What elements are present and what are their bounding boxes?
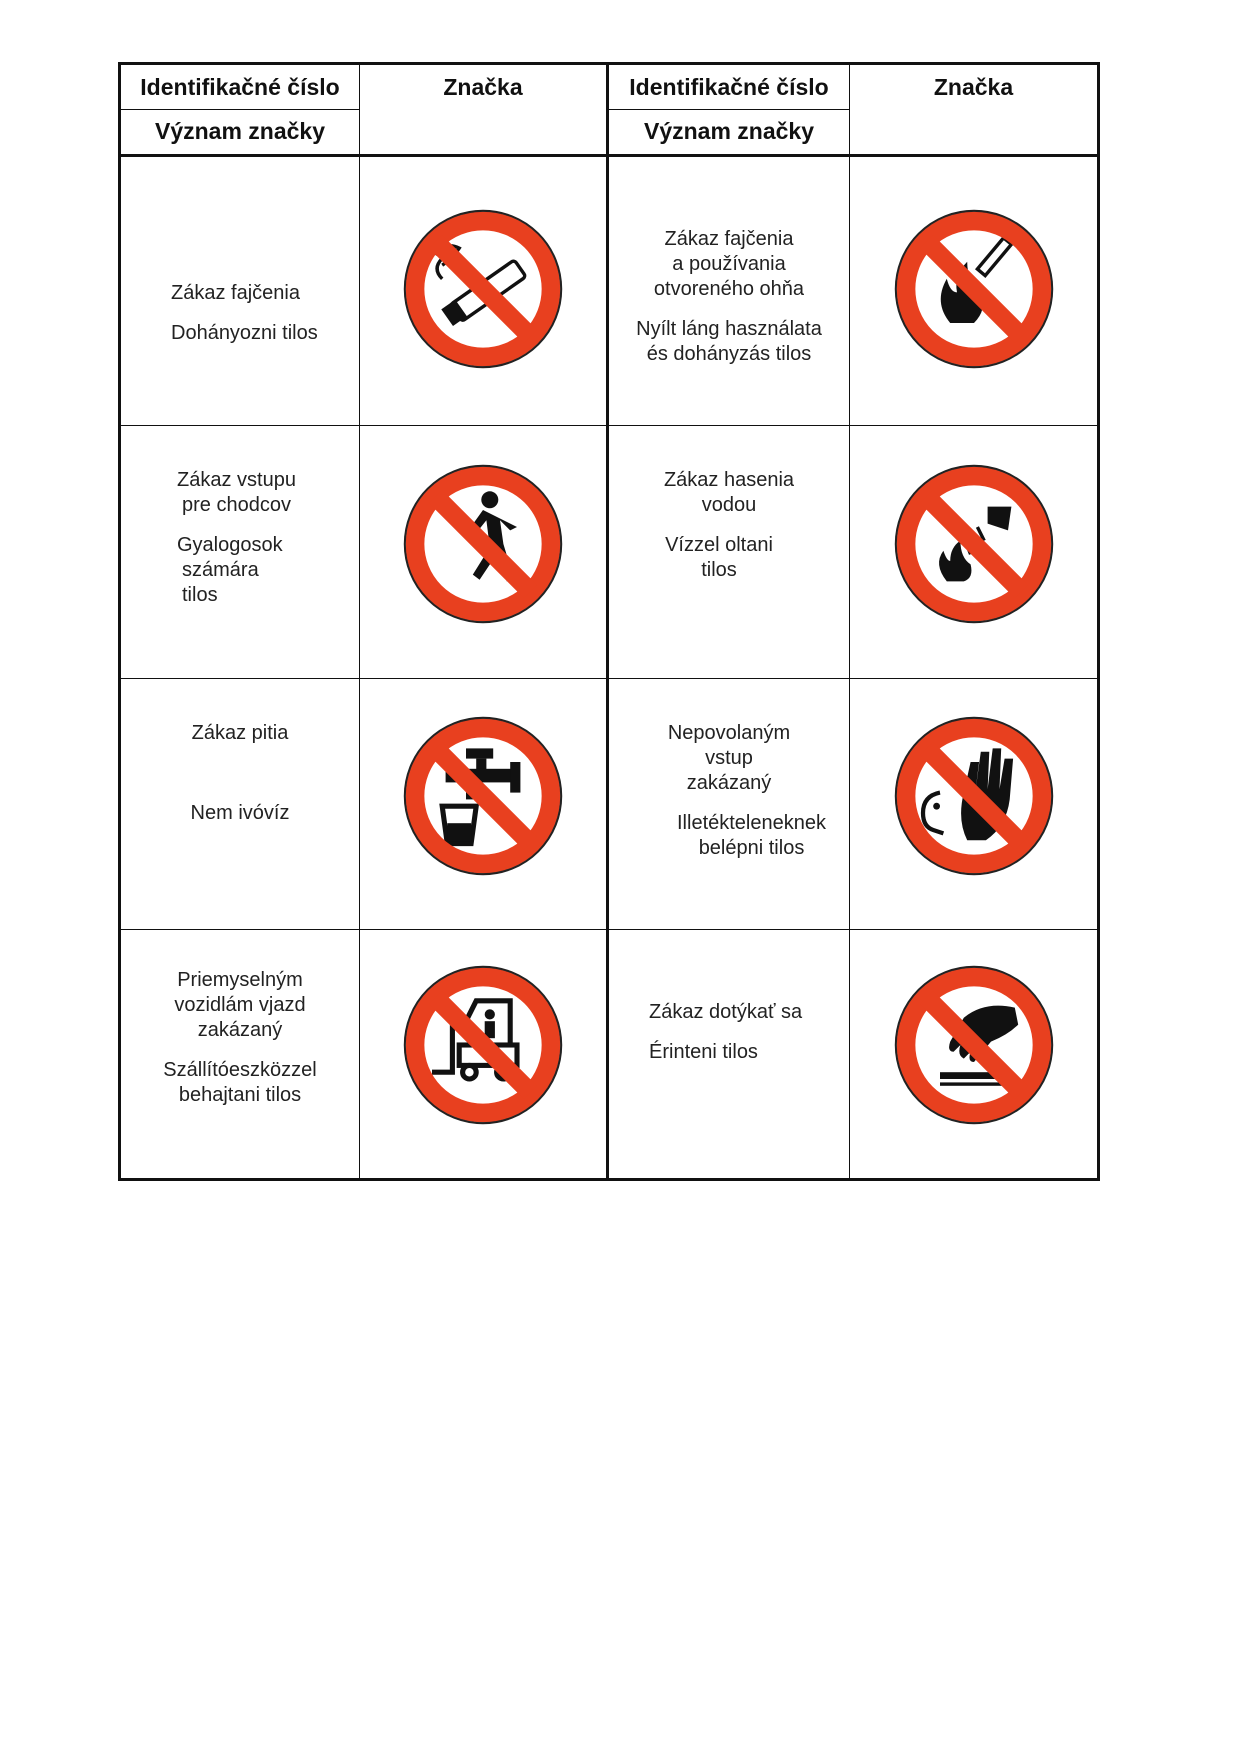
meaning-sk: Zákaz hasenia (663, 469, 795, 491)
header-meaning-label: Význam značky (154, 118, 326, 144)
meaning-hu: Illetékteleneknek (677, 812, 826, 834)
prohibition-signs-table (118, 62, 1100, 1181)
meaning-sk: Zákaz fajčenia (171, 282, 300, 304)
table-row (120, 930, 1099, 1180)
no-open-flame-icon (889, 204, 1059, 374)
no-pedestrians-icon (398, 459, 568, 629)
no-unauthorized-entry-icon (889, 711, 1059, 881)
no-forklifts-icon (398, 960, 568, 1130)
sign-cell (360, 930, 608, 1180)
no-touching-icon (889, 960, 1059, 1130)
sign-cell (850, 930, 1099, 1180)
sign-meaning-cell (608, 156, 850, 426)
sign-meaning-cell (120, 426, 360, 679)
header-cell-id-meaning-left (120, 64, 360, 156)
no-smoking-icon (398, 204, 568, 374)
meaning-sk: a používania (672, 253, 786, 275)
meaning-sk: vstup (705, 747, 753, 769)
header-sign-label: Značka (360, 64, 608, 156)
sign-meaning-cell (120, 156, 360, 426)
sign-cell (850, 156, 1099, 426)
sign-cell (360, 156, 608, 426)
meaning-hu: tilos (182, 584, 218, 606)
meaning-hu: számára (182, 559, 259, 581)
meaning-sk: zakázaný (197, 1019, 283, 1041)
not-drinking-water-icon (398, 711, 568, 881)
meaning-sk: vodou (701, 494, 757, 516)
sign-meaning-cell (608, 930, 850, 1180)
sign-meaning-cell (120, 930, 360, 1180)
header-id-label: Identifikačné číslo (609, 65, 849, 110)
table-row (120, 679, 1099, 930)
meaning-hu: és dohányzás tilos (646, 343, 812, 365)
meaning-sk: Zákaz dotýkať sa (649, 1001, 803, 1023)
header-meaning-label: Význam značky (643, 118, 815, 144)
sign-cell (360, 426, 608, 679)
prohibition-signs-table-wrapper (118, 62, 1097, 1181)
table-header-row (120, 64, 1099, 156)
meaning-hu: Nyílt láng használata (636, 318, 822, 340)
meaning-hu: tilos (701, 559, 737, 581)
no-water-extinguishing-icon (889, 459, 1059, 629)
meaning-sk: Zákaz vstupu (177, 469, 296, 491)
table-row (120, 426, 1099, 679)
meaning-hu: belépni tilos (698, 837, 805, 859)
header-sign-label: Značka (850, 64, 1099, 156)
meaning-hu: Vízzel oltani (665, 534, 773, 556)
meaning-hu: Nem ivóvíz (190, 802, 290, 824)
meaning-sk: vozidlám vjazd (174, 994, 306, 1016)
meaning-hu: Dohányozni tilos (171, 322, 318, 344)
meaning-hu: behajtani tilos (178, 1084, 302, 1106)
sign-meaning-cell (608, 679, 850, 930)
table-row (120, 156, 1099, 426)
sign-meaning-cell (120, 679, 360, 930)
meaning-hu: Szállítóeszközzel (163, 1059, 317, 1081)
meaning-sk: Priemyselným (177, 969, 303, 991)
meaning-sk: Zákaz pitia (191, 722, 289, 744)
meaning-sk: Zákaz fajčenia (664, 228, 794, 250)
sign-cell (850, 679, 1099, 930)
meaning-hu: Érinteni tilos (649, 1041, 758, 1063)
meaning-hu: Gyalogosok (177, 534, 283, 556)
sign-cell (360, 679, 608, 930)
header-id-label: Identifikačné číslo (121, 65, 359, 110)
meaning-sk: Nepovolaným (667, 722, 791, 744)
meaning-sk: pre chodcov (182, 494, 291, 516)
meaning-sk: otvoreného ohňa (653, 278, 805, 300)
header-cell-id-meaning-right (608, 64, 850, 156)
sign-cell (850, 426, 1099, 679)
meaning-sk: zakázaný (686, 772, 772, 794)
sign-meaning-cell (608, 426, 850, 679)
